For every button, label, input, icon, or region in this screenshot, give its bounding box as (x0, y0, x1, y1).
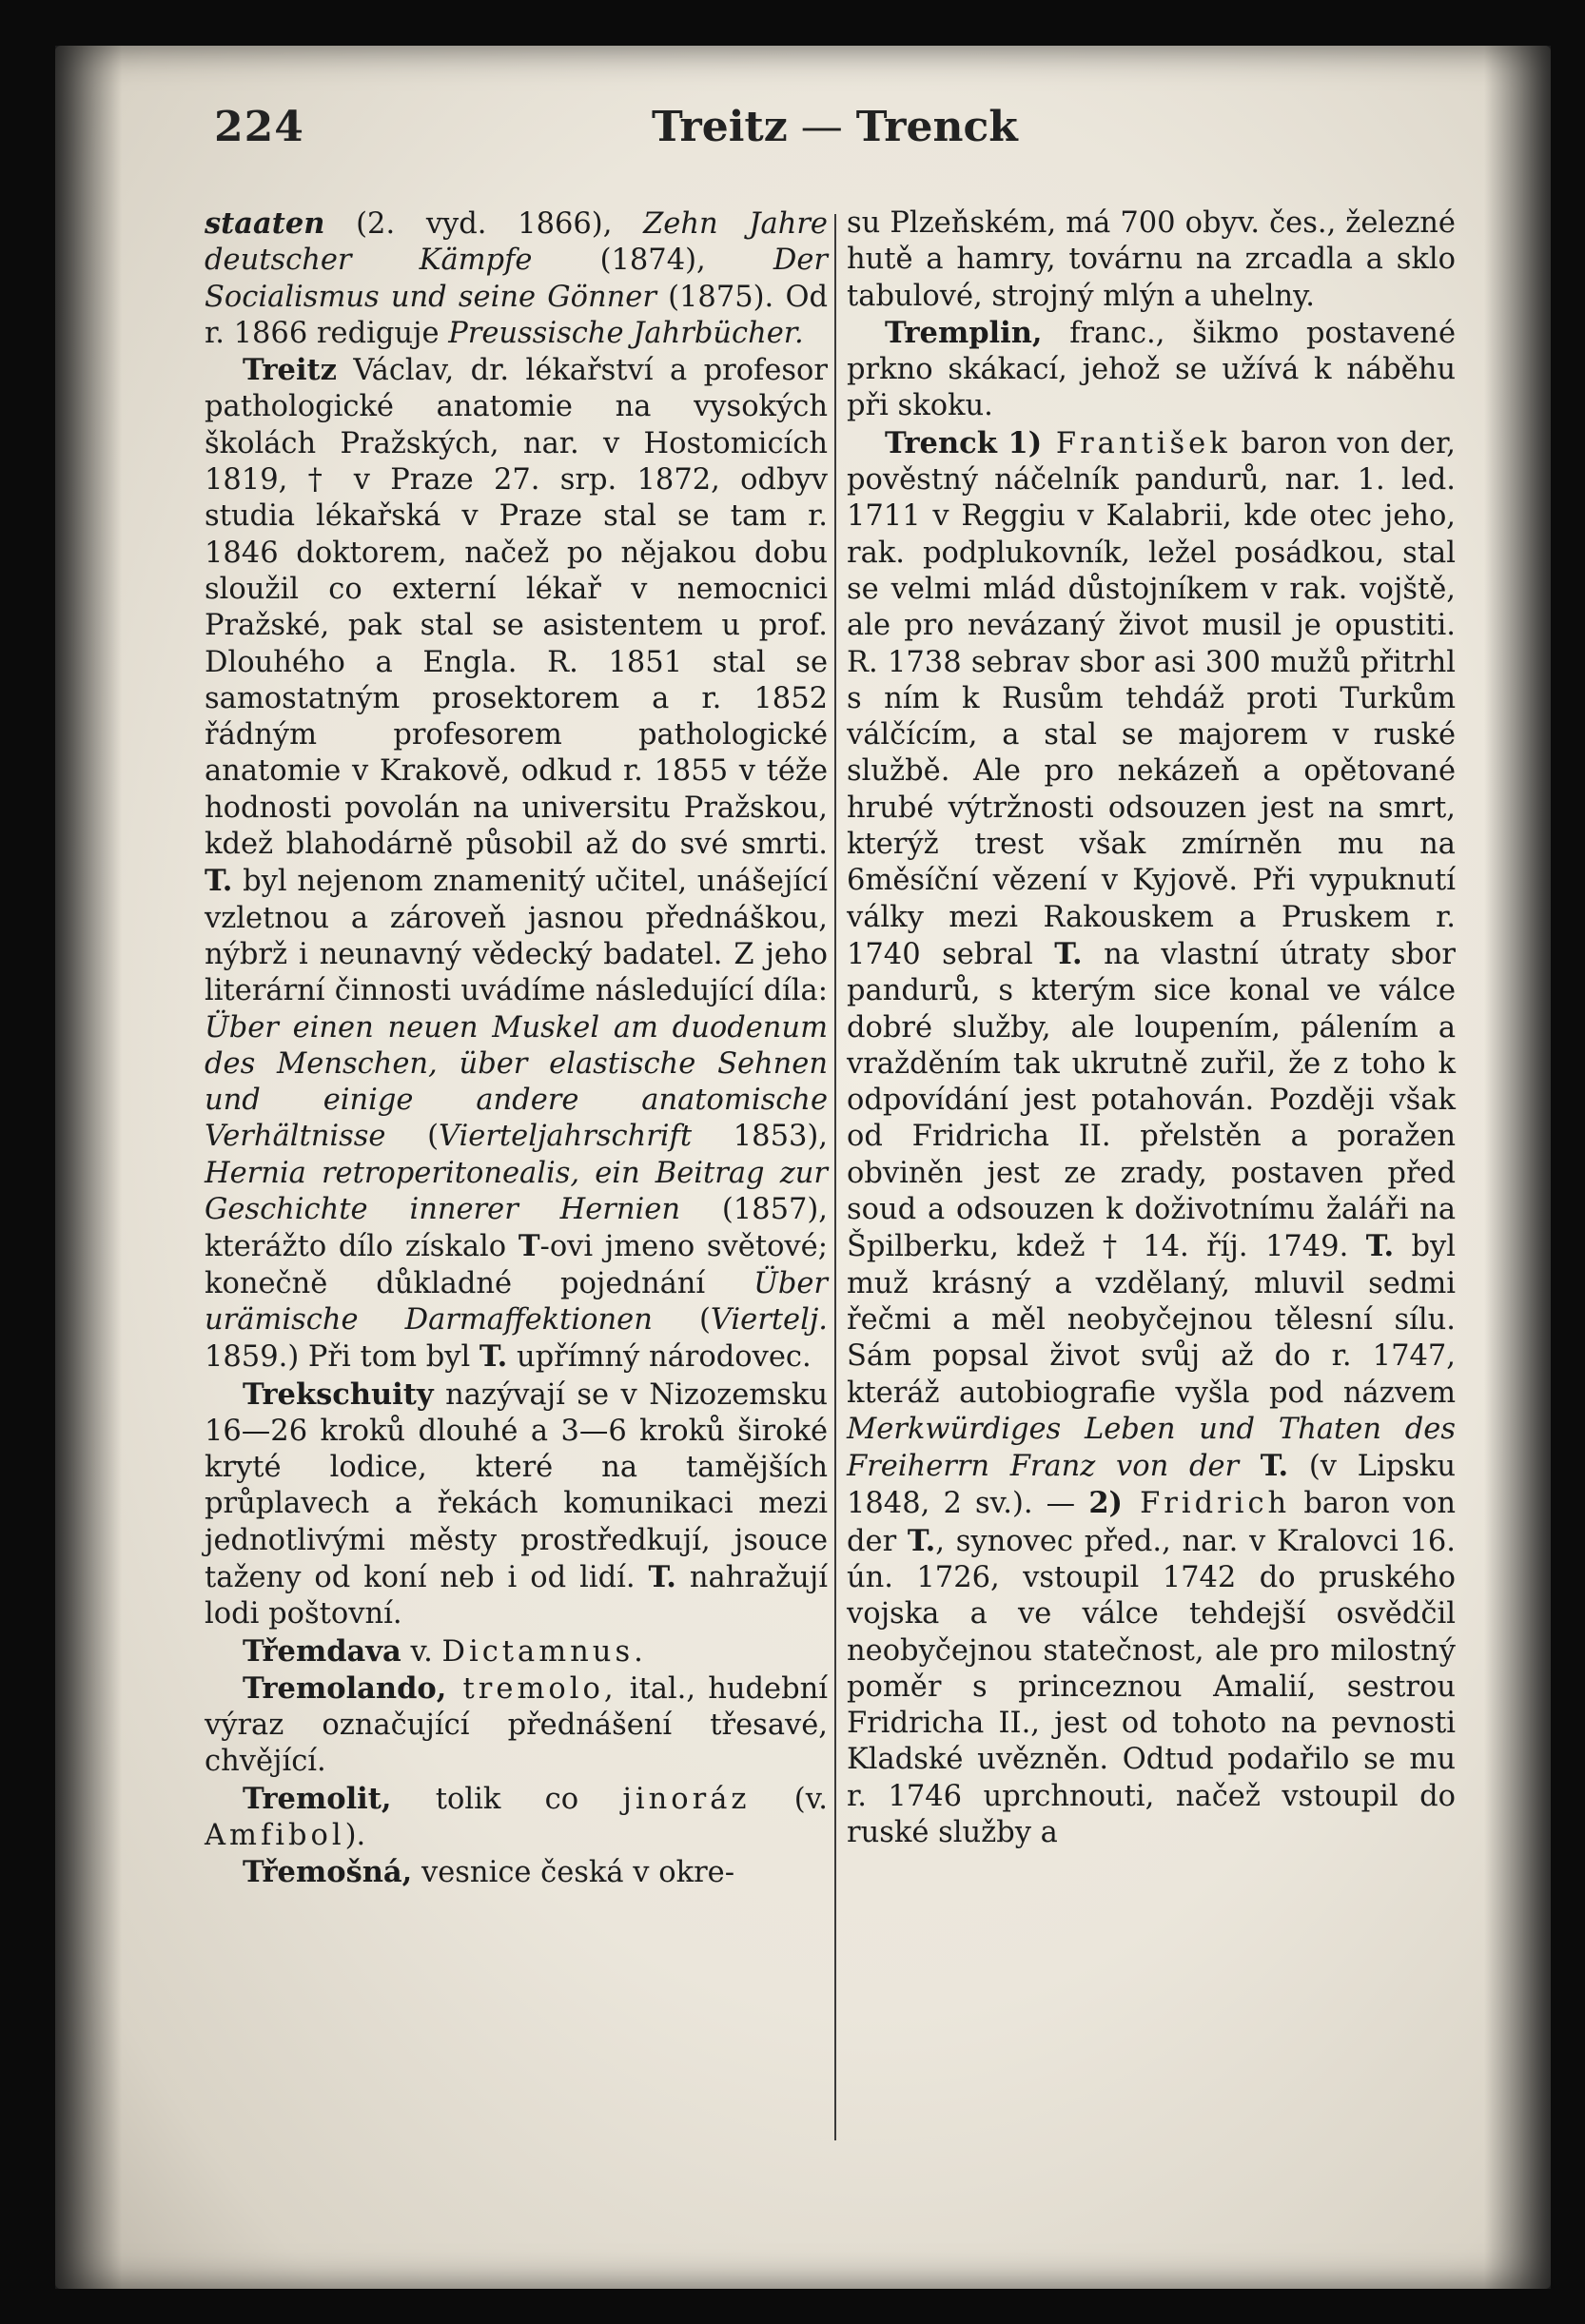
right-edge-shadow (1484, 46, 1551, 2289)
running-head-left: Treitz (652, 103, 788, 151)
entry-text: byl muž krásný a vzdělaný, mluvil sedmi řečmi a měl neobyčejnou tělesní sílu. Sám popsal život svůj až do r. 1747, kteráž autobiografie vyšla pod názvem (847, 1230, 1456, 1410)
title-italic: Vierteljahrschrift (439, 1120, 693, 1154)
title-italic: Viertelj. (710, 1302, 828, 1337)
running-head-right: Trenck (855, 103, 1018, 151)
entry-text: (1874), (532, 244, 773, 278)
sense-number: 1) (996, 425, 1043, 460)
sense-number: 2) (1088, 1486, 1123, 1521)
entry-text: su Plzeňském, má 700 obyv. čes., železné hutě a hamry, továrnu na zrcadla a sklo tabulové, strojný mlýn a uhelny. (847, 206, 1456, 313)
cross-reference: Dictamnus. (441, 1634, 647, 1669)
entry-tremplin (847, 315, 1456, 425)
entry-text: ital., hudební výraz označující přednášení třesavé, chvějící. (205, 1671, 828, 1779)
entry-text: -ovi jmeno světové; konečně důkladné pojednání (205, 1230, 828, 1300)
abbrev-bold: T. (479, 1339, 508, 1375)
title-italic: Zehn Jahre deutscher Kämpfe (205, 207, 828, 278)
entry-text: 1853), (692, 1120, 828, 1154)
title-italic: Preussische Jahrbücher. (448, 316, 804, 350)
page-header (195, 103, 1451, 169)
headword: Třemdava (243, 1633, 401, 1669)
entry-tremolit (205, 1781, 828, 1855)
entry-text: 1859.) Při tom byl (205, 1340, 479, 1375)
spaced-term: František (1042, 426, 1231, 460)
entry-text: ( (385, 1120, 440, 1154)
abbrev-bold: T. (907, 1523, 936, 1558)
headword: Trekschuity (243, 1377, 434, 1412)
entry-trenck (847, 425, 1456, 1852)
title-italic: Hernia retroperitonealis, ein Beitrag zur Geschichte innerer Hernien (205, 1156, 828, 1227)
spaced-term: tremolo, (446, 1671, 617, 1706)
spaced-term: Fridrich (1122, 1487, 1291, 1521)
entry-text: vesnice česká v okre- (412, 1856, 734, 1890)
entry-continuation (205, 205, 828, 352)
headword: Třemošná, (243, 1855, 413, 1890)
abbrev-bold: T (518, 1229, 540, 1264)
column-divider (834, 214, 836, 2140)
entry-text: baron von der (847, 1487, 1457, 1558)
running-head-dash: — (800, 103, 843, 151)
entry-tremolando (205, 1670, 828, 1781)
entry-text: (1857), kterážto dílo získalo (205, 1193, 828, 1264)
abbrev-bold: T. (648, 1559, 676, 1594)
entry-text: franc., šikmo postavené prkno skákací, jehož se užívá k náběhu při skoku. (847, 316, 1456, 423)
title-italic: Merkwürdiges Leben und Thaten des Freiherrn Franz von der (847, 1412, 1456, 1484)
abbrev-bold: T. (1365, 1229, 1395, 1264)
entry-text: Václav, dr. lékařství a profesor pathologické anatomie na vysokých školách Pražských, nar. v Hostomicích 1819, † v Praze 27. srp. 1872, odbyv studia lékařská v Praze stal se tam r. 1846 doktorem, načež po nějakou dobu sloužil co externí lékař v nemocnici Pražské, pak stal se asistentem u prof. Dlouhého a Engla. R. 1851 stal se samostatným prosektorem a r. 1852 řádným profesorem pathologické anatomie v Krakově, odkud r. 1855 v téže hodnosti povolán na universitu Pražskou, kdež blahodárně působil až do své smrti. (205, 354, 828, 862)
title-italic: Über einen neuen Muskel am duodenum des Menschen, über elastische Sehnen und einige andere anatomische Verhältnisse (205, 1010, 828, 1154)
entry-text: (2. vyd. 1866), (324, 207, 644, 241)
entry-text: ( (652, 1302, 711, 1337)
headword: Tremolit, (243, 1781, 392, 1816)
entry-text: v. (401, 1634, 442, 1669)
entry-trekschuity (205, 1377, 828, 1633)
entry-text: upřímný národovec. (507, 1340, 812, 1375)
entry-text: ). (344, 1819, 366, 1853)
headword: Tremplin, (885, 315, 1043, 350)
page-number: 224 (214, 103, 304, 151)
entry-text: byl nejenom znamenitý učitel, unášející vzletnou a zároveň jasnou přednáškou, nýbrž i neunavný vědecký badatel. Z jeho literární činnosti uvádíme následující díla: (205, 865, 828, 1008)
running-head (652, 103, 1018, 151)
left-binding-shadow (55, 46, 122, 2289)
headword: Trenck (885, 425, 997, 460)
entry-text: (1875). Od r. 1866 rediguje (205, 280, 828, 350)
headword: Treitz (243, 353, 337, 388)
entry-text: , synovec před., nar. v Kralovci 16. ún. 1726, vstoupil 1742 do pruského vojska a ve válce tehdejší osvědčil neobyčejnou statečnost, ale pro milostný poměr s princeznou Amalií, sestrou Fridricha II., jest od tohoto na pevnosti Kladské uvězněn. Odtud podařilo se mu r. 1746 uprchnouti, načež vstoupil do ruské služby a (847, 1524, 1456, 1850)
headword: Tremolando, (243, 1670, 447, 1706)
entry-text: tolik co (391, 1782, 623, 1816)
spaced-term: jinoráz (622, 1782, 751, 1816)
entry-text: (v. (750, 1782, 828, 1816)
title-italic: Über urämische Darmaffektionen (205, 1266, 828, 1337)
left-column (205, 205, 828, 1892)
title-italic: staaten (205, 206, 325, 241)
entry-text: nazývají se v Nizozemsku 16—26 kroků dlouhé a 3—6 kroků široké kryté lodice, které na tamějších průplavech a řekách komunikaci mezi jednotlivými městy prostředkují, jsouce taženy od koní neb i od lidí. (205, 1377, 828, 1594)
entry-continuation (847, 205, 1456, 315)
entry-treitz (205, 352, 828, 1376)
cross-reference: Amfibol (205, 1819, 345, 1853)
entry-text: baron von der, pověstný náčelník pandurů, nar. 1. led. 1711 v Reggiu v Kalabrii, kde otec jeho, rak. podplukovník, ležel posádkou, stal se velmi mlád důstojníkem v rak. vojště, ale pro nevázaný život musil je opustiti. R. 1738 sebrav sbor asi 300 mužů přitrhl s ním k Rusům tehdáž proti Turkům válčícím, a stal se majorem v ruské službě. Ale pro nekázeň a opětované hrubé výtržnosti odsouzen jest na smrt, kterýž trest však zmírněn mu na 6měsíční vězení v Kyjově. Při vypuknutí války mezi Rakouskem a Pruskem r. 1740 sebral (847, 426, 1456, 971)
entry-tremdava (205, 1633, 828, 1670)
title-italic: Der Socialismus und seine Gönner (205, 244, 828, 314)
abbrev-bold: T. (1054, 936, 1083, 971)
abbrev-bold: T. (1239, 1449, 1289, 1484)
entry-text: nahražují lodi poštovní. (205, 1560, 828, 1631)
entry-text: na vlastní útraty sbor pandurů, s kterým sice konal ve válce dobré služby, ale loupením, pálením a vražděním tak ukrutně zuřil, že z toho k odpovídání jest potahován. Později však od Fridricha II. přelstěn a poražen obviněn jest ze zrady, postaven před soud a odsouzen k doživotnímu žaláři na Špilberku, kdež † 14. říj. 1749. (847, 937, 1456, 1264)
right-column (847, 205, 1456, 1851)
abbrev-bold: T. (205, 864, 233, 899)
entry-tremosna (205, 1854, 828, 1891)
entry-text: (v Lipsku 1848, 2 sv.). — (847, 1450, 1456, 1521)
